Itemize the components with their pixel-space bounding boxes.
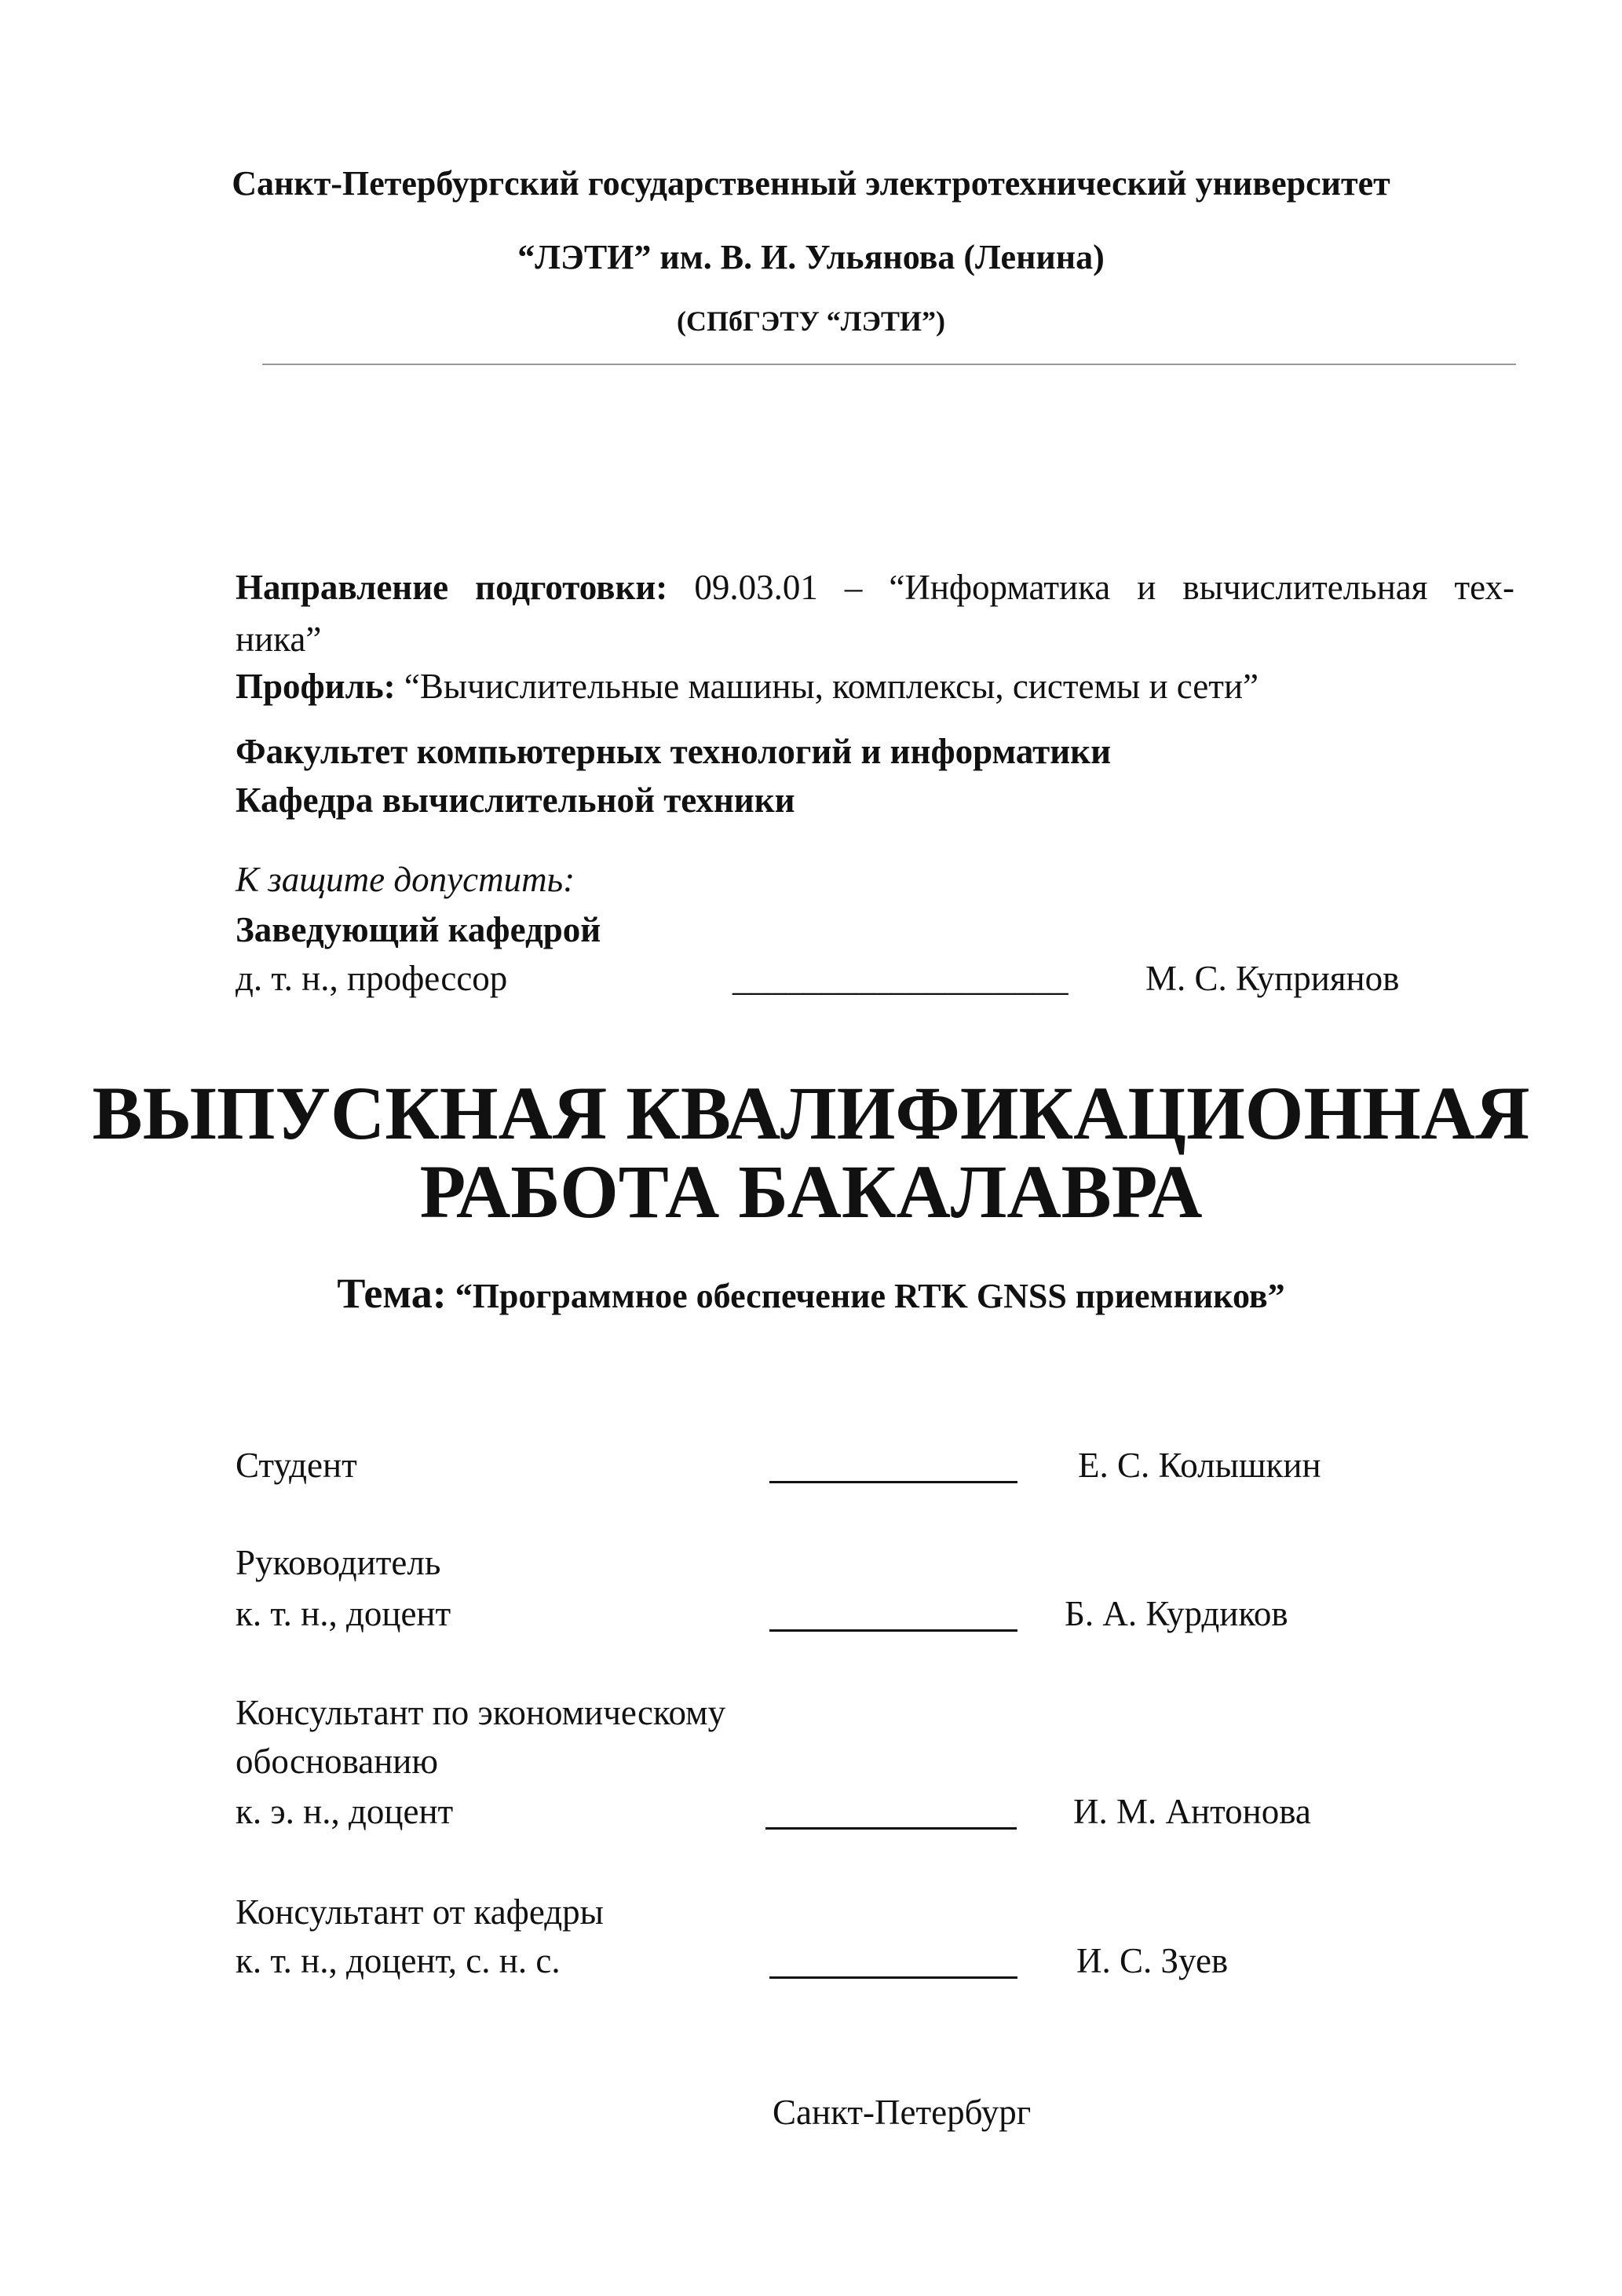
head-degree: д. т. н., профессор <box>236 959 508 998</box>
university-full-name: “ЛЭТИ” им. В. И. Ульянова (Ленина) <box>517 238 1105 276</box>
dept-consultant-degree: к. т. н., доцент, с. н. с. <box>236 1941 561 1980</box>
supervisor-degree: к. т. н., доцент <box>236 1594 451 1633</box>
topic-value: “Программное обеспечение RTK GNSS приемников” <box>455 1277 1285 1315</box>
topic <box>0 1270 1622 1317</box>
dept-consultant-role: Консультант от кафедры <box>236 1892 604 1932</box>
faculty: Факультет компьютерных технологий и информатики <box>236 732 1112 771</box>
direction-value: 09.03.01 – “Информатика и вычислительная тех- <box>694 568 1514 607</box>
university-abbreviation: (СПбГЭТУ “ЛЭТИ”) <box>677 305 945 337</box>
admit-label: К защите допустить: <box>236 860 575 899</box>
city: Санкт-Петербург <box>773 2093 1032 2132</box>
profile-label: Профиль: <box>236 667 396 706</box>
student-name: Е. С. Колышкин <box>1078 1446 1321 1485</box>
direction-value-cont: ника” <box>236 620 322 659</box>
topic-label: Тема: <box>337 1270 447 1317</box>
econ-consultant-signature-line <box>765 1827 1017 1830</box>
econ-consultant-role: Консультант по экономическому <box>236 1693 726 1732</box>
direction-line <box>236 570 1514 605</box>
supervisor-role: Руководитель <box>236 1543 441 1582</box>
head-signature-line: ___________________ <box>732 959 1069 998</box>
econ-consultant-degree: к. э. н., доцент <box>236 1792 454 1831</box>
dept-consultant-name: И. С. Зуев <box>1076 1941 1229 1980</box>
econ-consultant-role-cont: обоснованию <box>236 1742 438 1781</box>
profile-line <box>236 669 1259 704</box>
work-title-line2: РАБОТА БАКАЛАВРА <box>419 1150 1203 1234</box>
header-divider <box>262 364 1516 365</box>
department: Кафедра вычислительной техники <box>236 781 795 820</box>
head-title: Заведующий кафедрой <box>236 910 601 949</box>
direction-label: Направление подготовки: <box>236 568 668 607</box>
dept-consultant-signature-line <box>769 1976 1017 1979</box>
head-name: М. С. Куприянов <box>1145 959 1400 998</box>
supervisor-signature-line <box>769 1629 1017 1632</box>
econ-consultant-name: И. М. Антонова <box>1073 1792 1311 1831</box>
supervisor-name: Б. А. Курдиков <box>1065 1594 1288 1633</box>
student-signature-line <box>769 1481 1017 1483</box>
profile-value: “Вычислительные машины, комплексы, системы и сети” <box>404 667 1259 706</box>
student-role: Студент <box>236 1446 357 1485</box>
work-title-line1: ВЫПУСКНАЯ КВАЛИФИКАЦИОННАЯ <box>92 1071 1530 1155</box>
university-name: Санкт-Петербургский государственный электротехнический университет <box>232 164 1390 203</box>
